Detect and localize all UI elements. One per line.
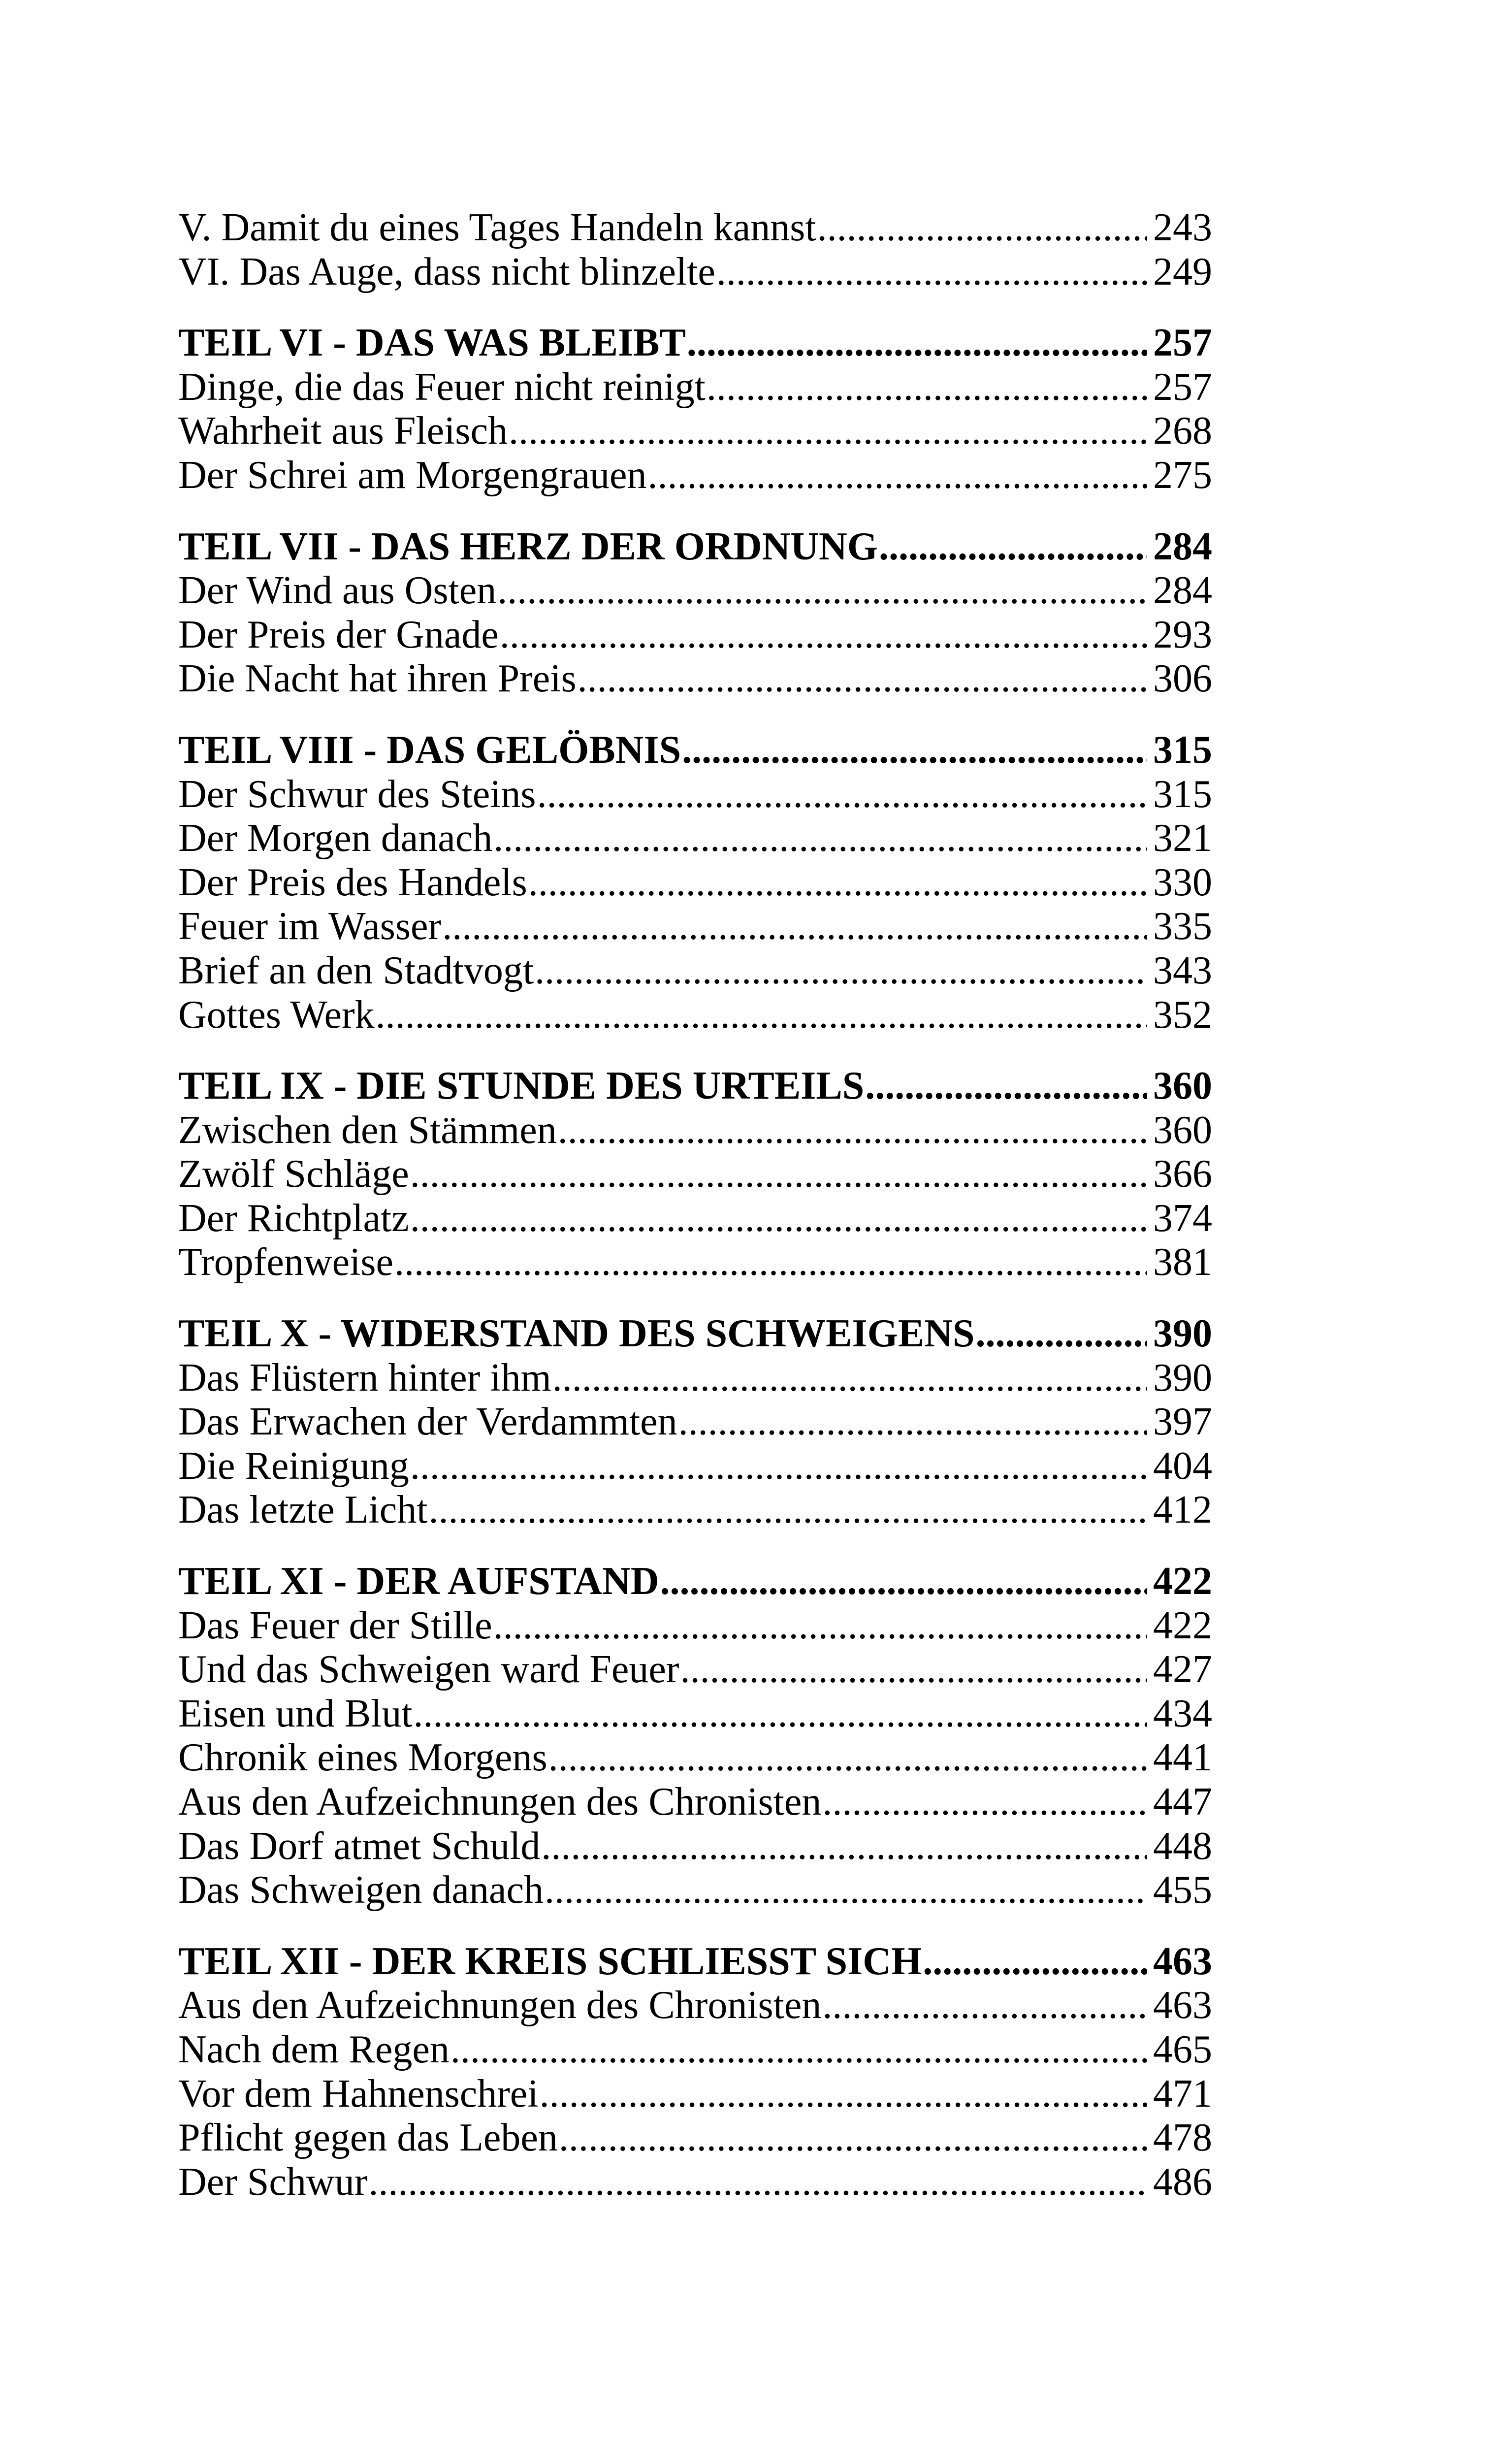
toc-part-heading	[178, 525, 1212, 569]
toc-entry-title: Der Schwur des Steins	[178, 772, 536, 816]
toc-entry	[178, 861, 1212, 905]
toc-entry	[178, 569, 1212, 613]
toc-entry-title: Nach dem Regen	[178, 2027, 450, 2071]
toc-entry	[178, 1356, 1212, 1401]
toc-part-heading	[178, 321, 1212, 365]
toc-entry	[178, 409, 1212, 454]
toc-entry	[178, 206, 1212, 250]
dot-leader	[680, 1648, 1148, 1692]
toc-entry-title: Zwischen den Stämmen	[178, 1108, 557, 1152]
toc-entry	[178, 1152, 1212, 1197]
toc-entry-page-number: 397	[1153, 1400, 1212, 1444]
toc-entry-page-number: 360	[1153, 1108, 1212, 1152]
dot-leader	[497, 569, 1147, 613]
dot-leader	[442, 905, 1147, 949]
toc-entry	[178, 816, 1212, 861]
toc-entry-page-number: 390	[1153, 1312, 1212, 1356]
toc-entry	[178, 1604, 1212, 1648]
toc-entry	[178, 1780, 1212, 1824]
dot-leader	[976, 1312, 1148, 1356]
toc-entry-title: Tropfenweise	[178, 1240, 393, 1284]
toc-entry	[178, 1984, 1212, 2028]
toc-entry-page-number: 465	[1153, 2027, 1212, 2071]
toc-part-heading	[178, 1312, 1212, 1356]
toc-entry-page-number: 315	[1153, 772, 1212, 816]
toc-entry-page-number: 366	[1153, 1152, 1212, 1196]
dot-leader	[509, 409, 1147, 454]
toc-entry	[178, 773, 1212, 817]
toc-entry-title: Dinge, die das Feuer nicht reinigt	[178, 365, 706, 409]
dot-leader	[559, 2116, 1147, 2160]
dot-leader	[368, 2160, 1147, 2205]
toc-entry-page-number: 381	[1153, 1240, 1212, 1284]
dot-leader	[410, 1444, 1147, 1489]
dot-leader	[865, 1064, 1147, 1108]
dot-leader	[376, 993, 1147, 1038]
toc-entry-title: Die Nacht hat ihren Preis	[178, 657, 577, 701]
toc-entry-page-number: 343	[1153, 948, 1212, 992]
dot-leader	[817, 206, 1147, 250]
toc-entry-page-number: 330	[1153, 860, 1212, 904]
toc-entry-page-number: 360	[1153, 1064, 1212, 1108]
toc-entry	[178, 1444, 1212, 1489]
toc-entry-page-number: 275	[1153, 453, 1212, 497]
toc-entry	[178, 2072, 1212, 2117]
dot-leader	[822, 1780, 1147, 1824]
toc-entry-page-number: 352	[1153, 993, 1212, 1037]
toc-entry	[178, 993, 1212, 1038]
toc-entry-title: Gottes Werk	[178, 993, 375, 1037]
toc-entry-page-number: 321	[1153, 816, 1212, 860]
toc-entry-page-number: 448	[1153, 1824, 1212, 1868]
dot-leader	[394, 1240, 1147, 1285]
dot-leader	[923, 1940, 1147, 1984]
toc-entry-page-number: 257	[1153, 321, 1212, 365]
toc-entry	[178, 1824, 1212, 1869]
toc-entry-page-number: 463	[1153, 1984, 1212, 2027]
toc-entry-title: TEIL VII - DAS HERZ DER ORDNUNG	[178, 524, 878, 568]
toc-entry-page-number: 243	[1153, 206, 1212, 249]
toc-part-heading	[178, 1940, 1212, 1984]
toc-entry-title: Das Dorf atmet Schuld	[178, 1824, 541, 1868]
dot-leader	[678, 1400, 1147, 1444]
toc-entry-page-number: 293	[1153, 613, 1212, 656]
dot-leader	[540, 2072, 1147, 2117]
toc-entry	[178, 2028, 1212, 2072]
dot-leader	[545, 1868, 1147, 1913]
toc-entry	[178, 657, 1212, 701]
dot-leader	[535, 949, 1147, 993]
toc-part-heading	[178, 728, 1212, 773]
toc-entry-title: TEIL XII - DER KREIS SCHLIESST SICH	[178, 1939, 922, 1983]
dot-leader	[648, 454, 1147, 498]
toc-entry-title: Das Schweigen danach	[178, 1868, 544, 1912]
toc-entry-page-number: 463	[1153, 1939, 1212, 1983]
toc-entry-page-number: 471	[1153, 2072, 1212, 2116]
toc-entry-title: Pflicht gegen das Leben	[178, 2116, 558, 2160]
toc-entry	[178, 949, 1212, 993]
dot-leader	[682, 728, 1147, 773]
dot-leader	[552, 1356, 1147, 1401]
toc-entry-page-number: 257	[1153, 365, 1212, 409]
dot-leader	[558, 1108, 1147, 1153]
dot-leader	[410, 1152, 1147, 1197]
dot-leader	[879, 525, 1147, 569]
toc-entry-page-number: 422	[1153, 1560, 1212, 1603]
toc-entry	[178, 1648, 1212, 1692]
toc-part-heading	[178, 1064, 1212, 1108]
dot-leader	[660, 1560, 1147, 1604]
toc-entry-title: Eisen und Blut	[178, 1692, 413, 1735]
toc-entry	[178, 2116, 1212, 2160]
toc-entry	[178, 613, 1212, 657]
toc-entry-title: Der Schrei am Morgengrauen	[178, 453, 647, 497]
toc-entry	[178, 1868, 1212, 1913]
toc-entry-page-number: 441	[1153, 1736, 1212, 1780]
toc-entry-title: TEIL IX - DIE STUNDE DES URTEILS	[178, 1064, 865, 1108]
toc-entry	[178, 1488, 1212, 1532]
toc-entry	[178, 454, 1212, 498]
toc-entry	[178, 365, 1212, 410]
toc-entry-title: Feuer im Wasser	[178, 905, 442, 948]
dot-leader	[493, 816, 1147, 861]
dot-leader	[450, 2028, 1147, 2072]
toc-entry-page-number: 284	[1153, 569, 1212, 613]
toc-entry-page-number: 306	[1153, 657, 1212, 701]
toc-entry-title: Brief an den Stadtvogt	[178, 948, 534, 992]
dot-leader	[528, 861, 1147, 905]
toc-entry-page-number: 455	[1153, 1868, 1212, 1912]
dot-leader	[428, 1488, 1147, 1532]
toc-entry-title: VI. Das Auge, dass nicht blinzelte	[178, 250, 715, 293]
toc-entry-title: Der Preis des Handels	[178, 860, 527, 904]
toc-entry-page-number: 390	[1153, 1356, 1212, 1400]
toc-entry	[178, 250, 1212, 294]
toc-entry-title: Chronik eines Morgens	[178, 1736, 547, 1780]
dot-leader	[500, 613, 1147, 657]
toc-entry-page-number: 404	[1153, 1444, 1212, 1488]
toc-entry-page-number: 478	[1153, 2116, 1212, 2160]
toc-entry-page-number: 268	[1153, 409, 1212, 453]
toc-entry-title: Wahrheit aus Fleisch	[178, 409, 508, 453]
toc-entry-title: Aus den Aufzeichnungen des Chronisten	[178, 1984, 822, 2027]
dot-leader	[541, 1824, 1147, 1869]
toc-entry-page-number: 412	[1153, 1488, 1212, 1532]
toc-entry-title: Der Morgen danach	[178, 816, 493, 860]
toc-entry-title: Der Richtplatz	[178, 1196, 409, 1240]
toc-entry-page-number: 447	[1153, 1780, 1212, 1824]
toc-entry-title: TEIL VIII - DAS GELÖBNIS	[178, 728, 681, 772]
toc-entry-title: Das Erwachen der Verdammten	[178, 1400, 677, 1444]
toc-entry-title: Zwölf Schläge	[178, 1152, 409, 1196]
toc-entry-page-number: 427	[1153, 1648, 1212, 1692]
dot-leader	[578, 657, 1147, 701]
toc-entry-page-number: 422	[1153, 1603, 1212, 1647]
toc-entry-page-number: 249	[1153, 250, 1212, 293]
toc-entry-title: TEIL X - WIDERSTAND DES SCHWEIGENS	[178, 1312, 975, 1356]
dot-leader	[410, 1197, 1147, 1241]
dot-leader	[687, 321, 1147, 365]
toc-entry	[178, 1400, 1212, 1444]
toc-entry	[178, 1736, 1212, 1780]
toc-entry-title: Der Schwur	[178, 2160, 368, 2204]
toc-entry	[178, 1692, 1212, 1736]
toc-entry-title: Der Wind aus Osten	[178, 569, 497, 613]
table-of-contents	[178, 206, 1212, 2204]
toc-entry-title: V. Damit du eines Tages Handeln kannst	[178, 206, 816, 249]
toc-entry-page-number: 434	[1153, 1692, 1212, 1735]
toc-entry-title: TEIL XI - DER AUFSTAND	[178, 1560, 659, 1603]
toc-entry-title: Aus den Aufzeichnungen des Chronisten	[178, 1780, 822, 1824]
dot-leader	[716, 250, 1147, 294]
toc-entry	[178, 1197, 1212, 1241]
toc-entry	[178, 1240, 1212, 1285]
toc-entry-title: Das Feuer der Stille	[178, 1603, 492, 1647]
toc-part-heading	[178, 1560, 1212, 1604]
toc-entry-title: Der Preis der Gnade	[178, 613, 499, 656]
toc-entry-page-number: 315	[1153, 728, 1212, 772]
toc-entry-page-number: 284	[1153, 524, 1212, 568]
dot-leader	[537, 773, 1147, 817]
toc-entry	[178, 2160, 1212, 2205]
dot-leader	[493, 1604, 1147, 1648]
toc-entry-title: Die Reinigung	[178, 1444, 409, 1488]
dot-leader	[548, 1736, 1147, 1780]
toc-entry-title: Das Flüstern hinter ihm	[178, 1356, 551, 1400]
dot-leader	[414, 1692, 1147, 1736]
toc-entry-title: Und das Schweigen ward Feuer	[178, 1648, 679, 1692]
toc-entry-page-number: 374	[1153, 1196, 1212, 1240]
toc-entry-title: Das letzte Licht	[178, 1488, 428, 1532]
toc-entry-title: Vor dem Hahnenschrei	[178, 2072, 539, 2116]
toc-entry	[178, 905, 1212, 949]
toc-entry-title: TEIL VI - DAS WAS BLEIBT	[178, 321, 686, 365]
toc-entry-page-number: 486	[1153, 2160, 1212, 2204]
toc-entry	[178, 1108, 1212, 1153]
toc-entry-page-number: 335	[1153, 905, 1212, 948]
dot-leader	[822, 1984, 1147, 2028]
dot-leader	[707, 365, 1147, 410]
